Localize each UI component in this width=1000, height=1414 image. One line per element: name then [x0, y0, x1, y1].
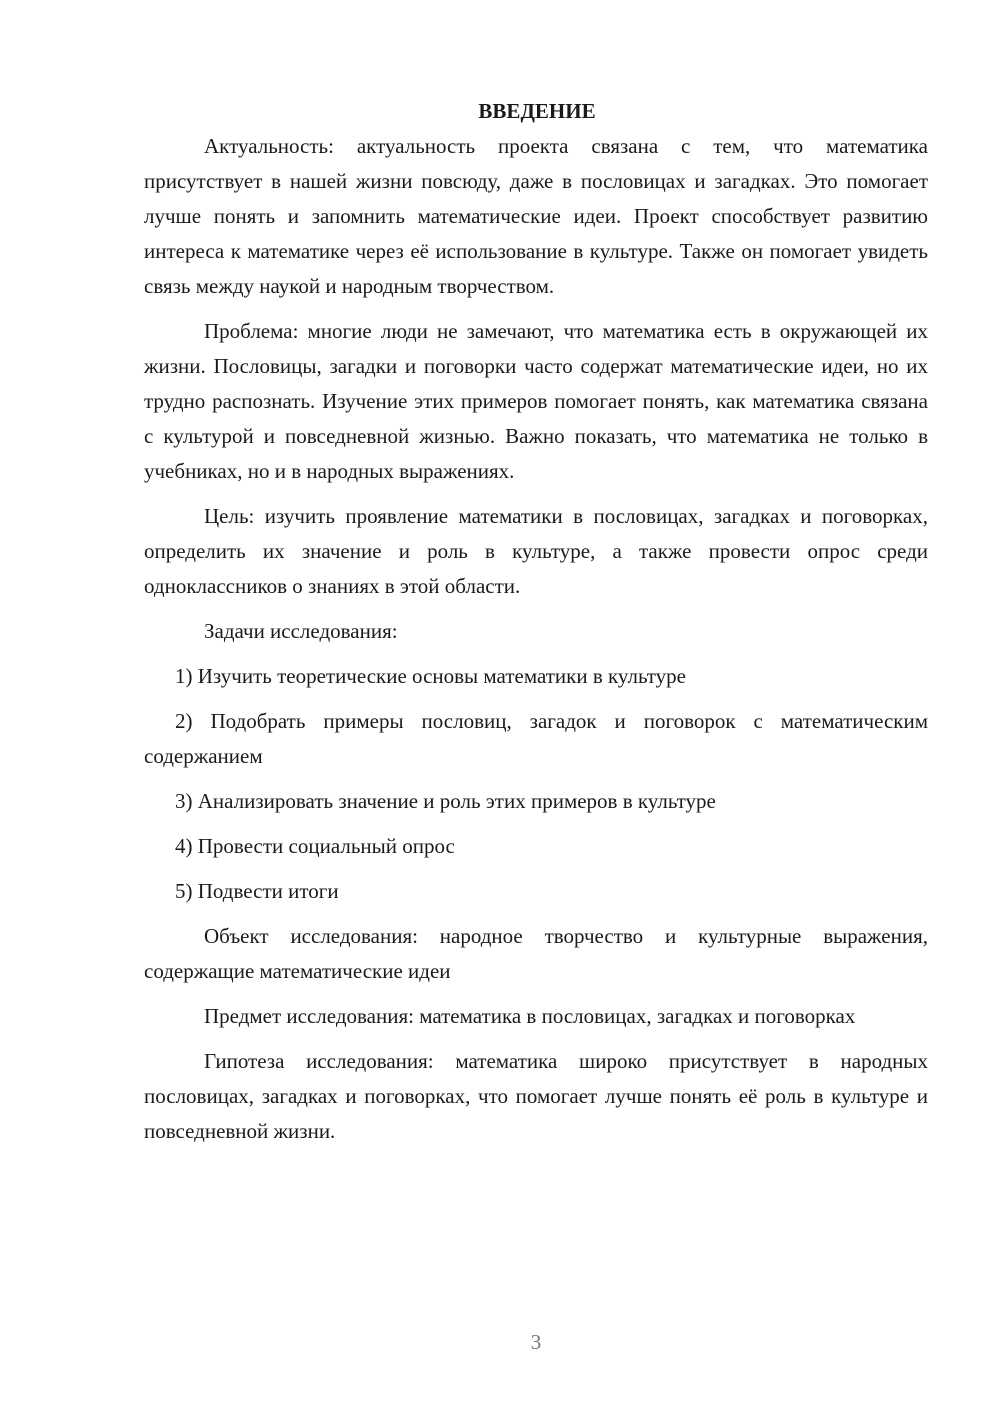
page-number: 3 [530, 1330, 542, 1354]
document-page [144, 94, 928, 1159]
task-item-5: 5) Подвести итоги [175, 879, 339, 903]
page-title: ВВЕДЕНИЕ [478, 99, 596, 123]
paragraph-problem: Проблема: многие люди не замечают, что математика есть в окружающей их жизни. Пословицы, загадки и поговорки часто содержат математические идеи, но их трудно распознать. Изучение этих примеров помогает понять, как математика связана с культурой и повседневной жизнью. Важно показать, что математика не только в учебниках, но и в народных выражениях. [144, 319, 928, 483]
task-item-1: 1) Изучить теоретические основы математики в культуре [175, 664, 686, 688]
paragraph-subject: Предмет исследования: математика в пословицах, загадках и поговорках [204, 1004, 856, 1028]
paragraph-hypothesis: Гипотеза исследования: математика широко присутствует в народных пословицах, загадках и поговорках, что помогает лучше понять её роль в культуре и повседневной жизни. [144, 1049, 928, 1143]
task-item-3: 3) Анализировать значение и роль этих примеров в культуре [175, 789, 716, 813]
task-item-2: 2) Подобрать примеры пословиц, загадок и поговорок с математическим содержанием [144, 709, 928, 768]
paragraph-goal: Цель: изучить проявление математики в пословицах, загадках и поговорках, определить их значение и роль в культуре, а также провести опрос среди одноклассников о знаниях в этой области. [144, 504, 928, 598]
tasks-heading: Задачи исследования: [204, 619, 398, 643]
task-item-4: 4) Провести социальный опрос [175, 834, 455, 858]
paragraph-object: Объект исследования: народное творчество и культурные выражения, содержащие математические идеи [144, 924, 928, 983]
paragraph-relevance: Актуальность: актуальность проекта связана с тем, что математика присутствует в нашей жизни повсюду, даже в пословицах и загадках. Это помогает лучше понять и запомнить математические идеи. Проект способствует развитию интереса к математике через её использование в культуре. Также он помогает увидеть связь между наукой и народным творчеством. [144, 134, 928, 298]
